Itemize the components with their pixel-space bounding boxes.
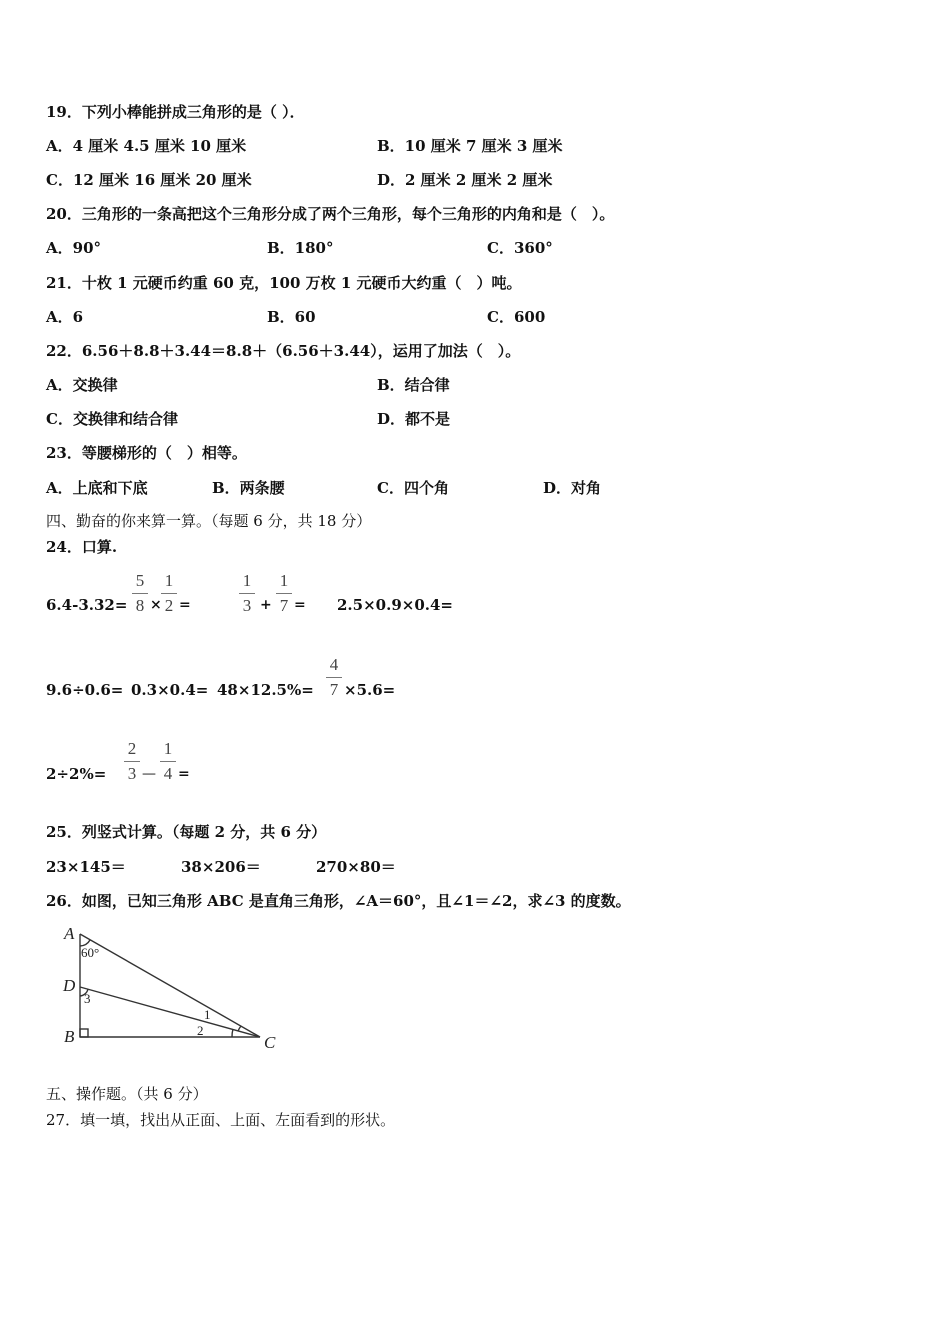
angle-2-arc	[232, 1029, 233, 1037]
plus-sign: +	[260, 597, 272, 613]
q24-r3-fraction-2	[160, 740, 176, 783]
q20-option-b: B．180°	[267, 239, 334, 257]
q22-option-c: C．交换律和结合律	[46, 410, 178, 428]
fraction-denominator: 7	[279, 596, 289, 615]
q24-r2-fraction-1	[326, 656, 342, 699]
fraction-denominator: 7	[329, 680, 339, 699]
q19-option-a: A．4 厘米 4.5 厘米 10 厘米	[46, 137, 247, 155]
q21-option-a: A．6	[46, 308, 84, 326]
question-22-stem: 22．6.56＋8.8＋3.44＝8.8＋（6.56＋3.44），运用了加法（ ）。	[46, 342, 521, 360]
equals-sign: =	[178, 766, 190, 782]
q22-option-a: A．交换律	[46, 376, 118, 394]
q25-item-2: 38×206＝	[181, 858, 261, 876]
q19-option-c: C．12 厘米 16 厘米 20 厘米	[46, 171, 252, 189]
fraction-denominator: 8	[135, 596, 145, 615]
fraction-numerator: 1	[164, 571, 174, 590]
q24-r2-expr2: 0.3×0.4=	[131, 681, 209, 699]
fraction-numerator: 1	[279, 571, 289, 590]
q24-r1-fraction-2	[161, 572, 177, 615]
fraction-numerator: 2	[127, 739, 137, 758]
q24-r1-fraction-3	[239, 572, 255, 615]
q23-option-a: A．上底和下底	[46, 479, 148, 497]
q23-option-c: C．四个角	[377, 479, 449, 497]
q24-r2-expr4: ×5.6=	[344, 681, 396, 699]
q19-option-b: B．10 厘米 7 厘米 3 厘米	[377, 137, 563, 155]
q20-option-a: A．90°	[46, 239, 102, 257]
question-23-stem: 23．等腰梯形的（ ）相等。	[46, 444, 247, 462]
q20-option-c: C．360°	[487, 239, 553, 257]
question-25-stem: 25．列竖式计算。（每题 2 分，共 6 分）	[46, 823, 327, 841]
question-19-stem: 19．下列小棒能拼成三角形的是（ ）．	[46, 103, 305, 121]
label-c: C	[264, 1033, 276, 1052]
label-b: B	[64, 1027, 75, 1046]
fraction-numerator: 1	[242, 571, 252, 590]
section-5-title: 五、操作题。（共 6 分）	[46, 1085, 208, 1103]
label-a: A	[64, 924, 75, 943]
question-24-stem: 24．口算.	[46, 538, 118, 556]
fraction-numerator: 1	[163, 739, 173, 758]
q24-r1-fraction-4	[276, 572, 292, 615]
q25-item-1: 23×145＝	[46, 858, 126, 876]
fraction-numerator: 4	[329, 655, 339, 674]
fraction-denominator: 3	[242, 596, 252, 615]
q19-option-d: D．2 厘米 2 厘米 2 厘米	[377, 171, 553, 189]
label-angle-1: 1	[204, 1007, 211, 1022]
minus-sign: —	[142, 766, 156, 782]
right-angle-mark	[80, 1029, 88, 1037]
label-angle-60: 60°	[81, 945, 100, 960]
equals-sign: =	[179, 597, 191, 613]
section-4-title: 四、勤奋的你来算一算。（每题 6 分，共 18 分）	[46, 512, 372, 530]
question-26-stem: 26．如图，已知三角形 ABC 是直角三角形，∠A＝60°，且∠1＝∠2，求∠3 的度数。	[46, 892, 631, 910]
q22-option-b: B．结合律	[377, 376, 450, 394]
q21-option-c: C．600	[487, 308, 546, 326]
fraction-denominator: 2	[164, 596, 174, 615]
fraction-denominator: 3	[127, 764, 137, 783]
right-triangle-figure	[60, 920, 290, 1060]
q24-r1-fraction-1	[132, 572, 148, 615]
q24-r2-expr3: 48×12.5%=	[217, 681, 314, 699]
side-ac	[80, 934, 260, 1037]
question-21-stem: 21．十枚 1 元硬币约重 60 克，100 万枚 1 元硬币大约重（ ）吨。	[46, 274, 522, 292]
label-angle-3: 3	[84, 991, 91, 1006]
fraction-numerator: 5	[135, 571, 145, 590]
q22-option-d: D．都不是	[377, 410, 451, 428]
q21-option-b: B．60	[267, 308, 316, 326]
times-sign: ×	[150, 597, 162, 613]
q24-r3-expr1: 2÷2%=	[46, 765, 107, 783]
q25-item-3: 270×80＝	[316, 858, 396, 876]
angle-1-arc	[238, 1026, 241, 1031]
question-20-stem: 20．三角形的一条高把这个三角形分成了两个三角形，每个三角形的内角和是（ ）。	[46, 205, 615, 223]
equals-sign: =	[294, 597, 306, 613]
q24-r3-fraction-1	[124, 740, 140, 783]
q24-r1-expr1: 6.4-3.32=	[46, 596, 128, 614]
q24-r2-expr1: 9.6÷0.6=	[46, 681, 124, 699]
label-d: D	[63, 976, 76, 995]
question-27-stem: 27．填一填，找出从正面、上面、左面看到的形状。	[46, 1111, 396, 1129]
label-angle-2: 2	[197, 1023, 204, 1038]
q23-option-d: D．对角	[543, 479, 602, 497]
q24-r1-expr4: 2.5×0.9×0.4=	[337, 596, 453, 614]
q23-option-b: B．两条腰	[212, 479, 285, 497]
fraction-denominator: 4	[163, 764, 173, 783]
